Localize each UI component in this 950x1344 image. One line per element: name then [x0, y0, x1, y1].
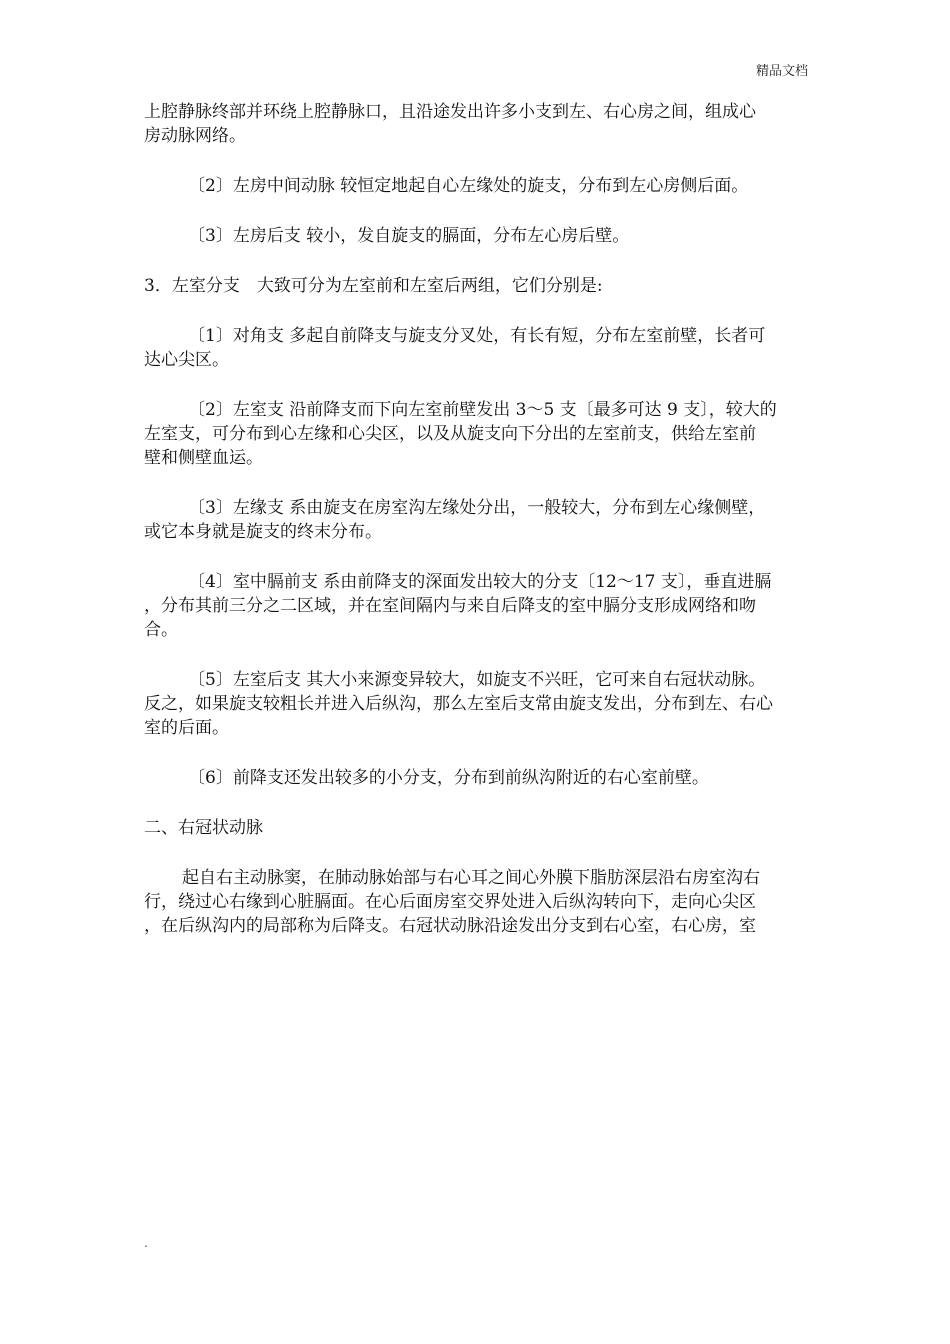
text-line: 反之，如果旋支较粗长并进入后纵沟，那么左室后支常由旋支发出，分布到左、右心 [144, 694, 773, 714]
text-line: 〔3〕左房后支 较小，发自旋支的膈面，分布左心房后壁。 [188, 226, 630, 246]
text-line: 壁和侧壁血运。 [144, 448, 263, 468]
text-line: 〔5〕左室后支 其大小来源变异较大，如旋支不兴旺，它可来自右冠状动脉。 [188, 670, 766, 690]
text-line: 行，绕过心右缘到心脏膈面。在心后面房室交界处进入后纵沟转向下，走向心尖区 [144, 892, 756, 912]
text-line: 左室支，可分布到心左缘和心尖区，以及从旋支向下分出的左室前支，供给左室前 [144, 424, 756, 444]
paragraph-left-marginal-branch [144, 496, 814, 544]
text-line: 〔3〕左缘支 系由旋支在房室沟左缘处分出，一般较大，分布到左心缘侧壁， [188, 498, 766, 518]
text-line: 〔2〕左房中间动脉 较恒定地起自心左缘处的旋支，分布到左心房侧后面。 [188, 176, 749, 196]
paragraph-septal-branch [144, 570, 814, 642]
paragraph-left-ventricle-branch [144, 398, 814, 470]
paragraph-anterior-descending [144, 766, 814, 790]
text-line: 房动脉网络。 [144, 126, 246, 146]
text-line: 二、右冠状动脉 [144, 818, 263, 838]
text-line: 上腔静脉终部并环绕上腔静脉口，且沿途发出许多小支到左、右心房之间，组成心 [144, 102, 756, 122]
document-body [144, 100, 814, 964]
paragraph-1 [144, 100, 814, 148]
text-line: 〔1〕对角支 多起自前降支与旋支分叉处，有长有短，分布左室前壁，长者可 [188, 326, 766, 346]
header-label: 精品文档 [755, 64, 808, 79]
paragraph-3 [144, 224, 814, 248]
text-line: 起自右主动脉窦，在肺动脉始部与右心耳之间心外膜下脂肪深层沿右房室沟右 [182, 868, 760, 888]
text-line: 合。 [144, 620, 178, 640]
paragraph-posterior-branch [144, 668, 814, 740]
section-heading-left-ventricle [144, 274, 814, 298]
text-line: 3．左室分支 大致可分为左室前和左室后两组，它们分别是: [144, 276, 603, 296]
paragraph-diagonal-branch [144, 324, 814, 372]
paragraph-2 [144, 174, 814, 198]
section-heading-right-coronary [144, 816, 814, 840]
text-line: ，在后纵沟内的局部称为后降支。右冠状动脉沿途发出分支到右心室，右心房，室 [144, 916, 756, 936]
text-line: 室的后面。 [144, 718, 229, 738]
text-line: 〔2〕左室支 沿前降支而下向左室前壁发出 3～5 支〔最多可达 9 支〕，较大的 [188, 400, 777, 420]
text-line: ，分布其前三分之二区域，并在室间隔内与来自后降支的室中膈分支形成网络和吻 [144, 596, 756, 616]
footer-mark: . [144, 1236, 148, 1250]
text-line: 或它本身就是旋支的终末分布。 [144, 522, 382, 542]
text-line: 达心尖区。 [144, 350, 229, 370]
text-line: 〔6〕前降支还发出较多的小分支，分布到前纵沟附近的右心室前壁。 [188, 768, 709, 788]
text-line: 〔4〕室中膈前支 系由前降支的深面发出较大的分支〔12～17 支〕，垂直进膈 [188, 572, 772, 592]
paragraph-right-coronary [144, 866, 814, 938]
